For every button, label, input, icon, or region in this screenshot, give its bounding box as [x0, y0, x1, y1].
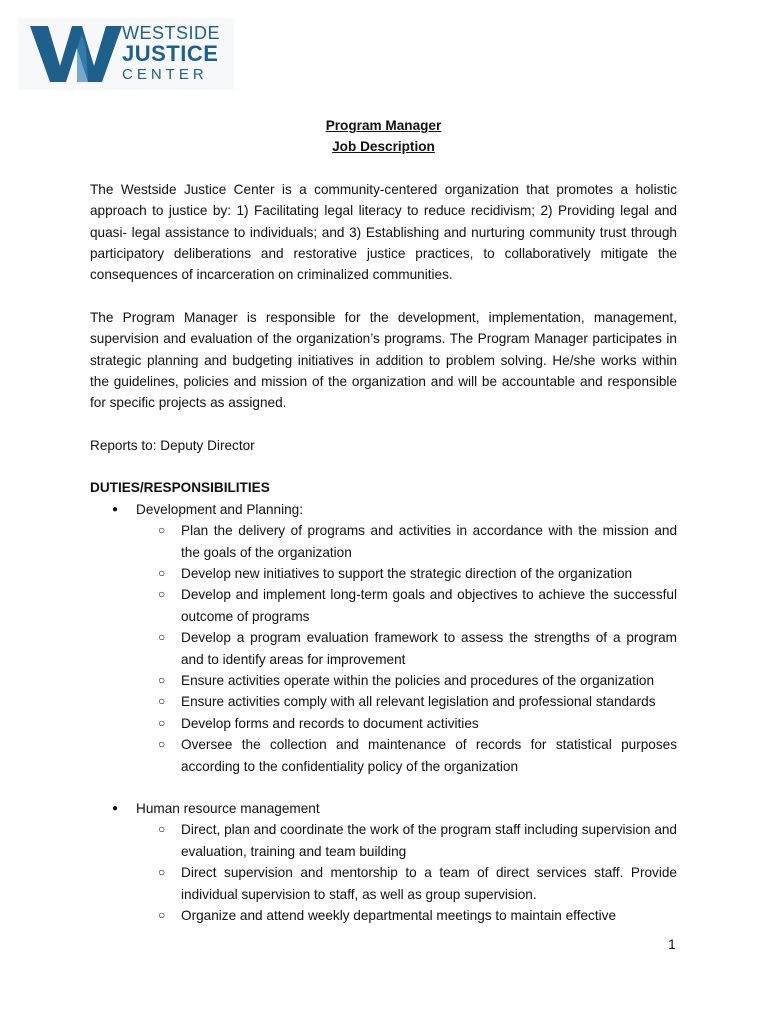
list-item: ○ Develop a program evaluation framework to assess the strengths of a program and to identify areas for improvement — [136, 627, 677, 670]
logo-line-westside: WESTSIDE — [122, 23, 221, 43]
list-item: ○ Ensure activities comply with all relevant legislation and professional standards — [136, 691, 677, 712]
reports-to: Reports to: Deputy Director — [90, 437, 255, 453]
duties-heading: DUTIES/RESPONSIBILITIES — [90, 480, 270, 496]
section-title: Development and Planning: — [136, 501, 304, 517]
section-human-resource-management — [90, 798, 677, 926]
logo-line-center: CENTER — [122, 66, 208, 83]
logo-w-mark-icon — [30, 26, 122, 82]
role-paragraph: The Program Manager is responsible for the development, implementation, management, supervision and evaluation of the organization’s programs. The Program Manager participates in strategic planning and budgeting initiatives in addition to problem solving. He/she works within the guidelines, policies and mission of the organization and will be accountable and responsible for specific projects as assigned. — [90, 309, 677, 411]
list-item: ○ Organize and attend weekly departmental meetings to maintain effective — [136, 905, 677, 926]
section-development-planning — [90, 499, 677, 777]
list-item: ○ Develop forms and records to document activities — [136, 713, 677, 734]
list-item: ○ Direct supervision and mentorship to a team of direct services staff. Provide individual supervision to staff, as well as group supervision. — [136, 862, 677, 905]
section-title: Human resource management — [136, 800, 320, 816]
document-subtitle: Job Description — [332, 139, 435, 155]
organization-logo — [18, 18, 234, 90]
list-item: ○ Plan the delivery of programs and activities in accordance with the mission and the goals of the organization — [136, 520, 677, 563]
list-item: ○ Oversee the collection and maintenance of records for statistical purposes according to the confidentiality policy of the organization — [136, 734, 677, 777]
page-number: 1 — [668, 936, 676, 952]
duties-list-continued — [90, 798, 677, 926]
intro-paragraph: The Westside Justice Center is a community-centered organization that promotes a holistic approach to justice by: 1) Facilitating legal literacy to reduce recidivism; 2) Providing legal and quasi- legal assistance to individuals; and 3) Establishing and nurturing community trust through participatory deliberations and restorative justice practices, to collaboratively mitigate the consequences of incarceration on criminalized communities. — [90, 181, 677, 283]
list-item: ○ Develop new initiatives to support the strategic direction of the organization — [136, 563, 677, 584]
duties-list — [90, 499, 677, 777]
list-item: ○ Ensure activities operate within the policies and procedures of the organization — [136, 670, 677, 691]
logo-line-justice: JUSTICE — [122, 41, 219, 66]
document-title: Program Manager — [325, 118, 442, 133]
list-item: ○ Develop and implement long-term goals and objectives to achieve the successful outcome of programs — [136, 584, 677, 627]
list-item: ○ Direct, plan and coordinate the work of the program staff including supervision and evaluation, training and team building — [136, 819, 677, 862]
document-body — [90, 115, 677, 926]
